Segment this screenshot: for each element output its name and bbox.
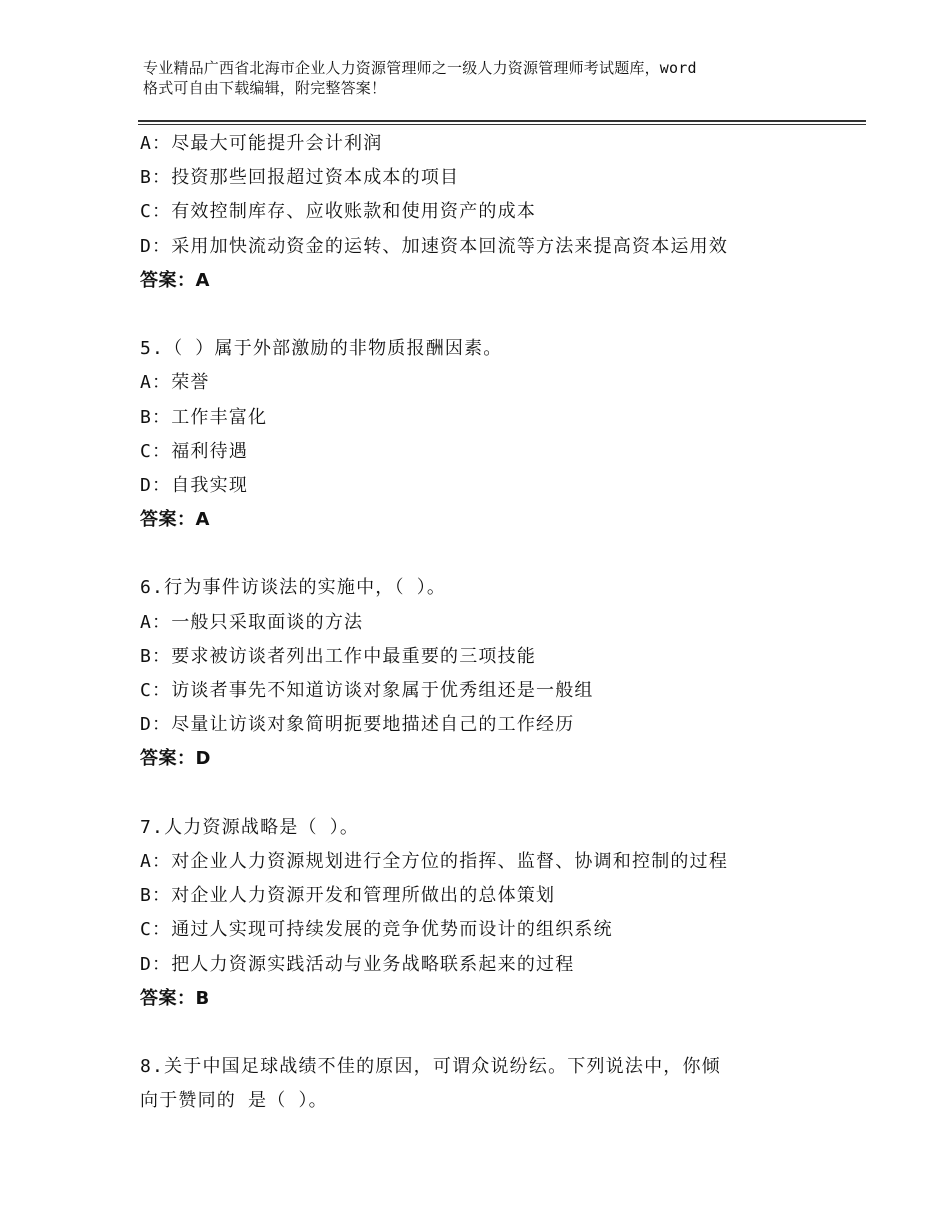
question-6-option-d: D：尽量让访谈对象简明扼要地描述自己的工作经历 — [140, 714, 575, 736]
question-7-option-c: C：通过人实现可持续发展的竞争优势而设计的组织系统 — [140, 919, 613, 941]
question-8 — [140, 1050, 840, 1118]
question-5-option-b: B：工作丰富化 — [140, 406, 268, 428]
question-7-answer: 答案：B — [140, 987, 210, 1009]
question-6-option-b: B：要求被访谈者列出工作中最重要的三项技能 — [140, 645, 537, 667]
spacer — [140, 777, 840, 811]
header-divider-thick — [138, 120, 866, 122]
question-6 — [140, 571, 840, 776]
question-4-option-d: D：采用加快流动资金的运转、加速资本回流等方法来提高资本运用效 — [140, 235, 729, 257]
header-title-line-2: 格式可自由下载编辑，附完整答案！ — [143, 79, 387, 97]
question-8-text-line-2: 向于赞同的 是（ ）。 — [140, 1090, 328, 1112]
question-4-option-c: C：有效控制库存、应收账款和使用资产的成本 — [140, 201, 537, 223]
spacer — [140, 537, 840, 571]
question-7-option-b: B：对企业人力资源开发和管理所做出的总体策划 — [140, 885, 556, 907]
question-4-option-b: B：投资那些回报超过资本成本的项目 — [140, 167, 460, 189]
question-7 — [140, 811, 840, 1016]
header-title-line-1: 专业精品广西省北海市企业人力资源管理师之一级人力资源管理师考试题库，word — [143, 59, 697, 77]
spacer — [140, 1016, 840, 1050]
question-5-option-c: C：福利待遇 — [140, 440, 249, 462]
question-7-text: 7.人力资源战略是（ ）。 — [140, 816, 360, 838]
question-5 — [140, 332, 840, 537]
spacer — [140, 298, 840, 332]
question-list — [140, 127, 840, 1118]
question-8-text-line-1: 8.关于中国足球战绩不佳的原因，可谓众说纷纭。下列说法中，你倾 — [140, 1056, 721, 1078]
question-5-option-a: A：荣誉 — [140, 372, 210, 394]
page-header — [143, 58, 843, 98]
question-4 — [140, 127, 840, 298]
question-5-option-d: D：自我实现 — [140, 474, 249, 496]
question-7-option-a: A：对企业人力资源规划进行全方位的指挥、监督、协调和控制的过程 — [140, 850, 729, 872]
question-6-answer: 答案：D — [140, 748, 211, 770]
question-4-answer: 答案：A — [140, 269, 210, 291]
header-divider-thin — [138, 124, 866, 125]
question-4-option-a: A：尽最大可能提升会计利润 — [140, 133, 383, 154]
question-7-option-d: D：把人力资源实践活动与业务战略联系起来的过程 — [140, 953, 575, 975]
question-6-text: 6.行为事件访谈法的实施中，（ ）。 — [140, 577, 447, 599]
question-6-option-c: C：访谈者事先不知道访谈对象属于优秀组还是一般组 — [140, 680, 594, 701]
question-6-option-a: A：一般只采取面谈的方法 — [140, 611, 364, 633]
question-5-answer: 答案：A — [140, 509, 210, 531]
question-5-text: 5.（ ）属于外部激励的非物质报酬因素。 — [140, 338, 503, 360]
